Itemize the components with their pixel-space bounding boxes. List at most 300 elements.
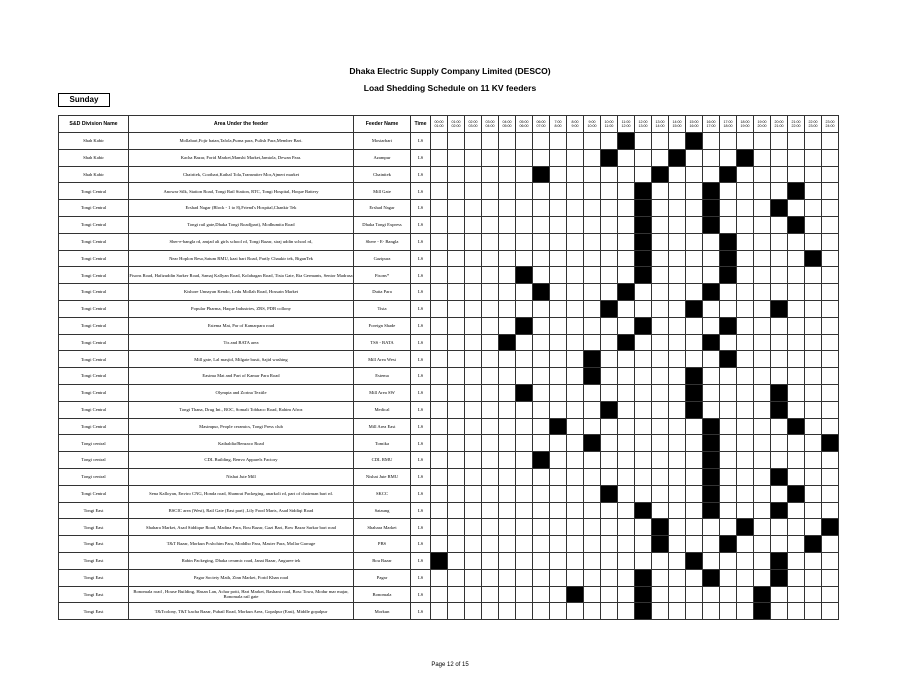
empty-slot [720,401,737,418]
empty-slot [805,552,822,569]
empty-slot [771,233,788,250]
empty-slot [516,284,533,301]
slot-start: 02:00 [468,119,478,124]
shed-slot [703,502,720,519]
empty-slot [652,401,669,418]
empty-slot [516,536,533,553]
shed-slot [635,586,652,603]
empty-slot [567,250,584,267]
shed-slot [771,552,788,569]
empty-slot [584,502,601,519]
empty-slot [584,603,601,620]
empty-slot [516,300,533,317]
empty-slot [499,351,516,368]
empty-slot [618,233,635,250]
empty-slot [669,502,686,519]
empty-slot [431,519,448,536]
slot-end: 8:00 [554,124,562,128]
empty-slot [618,300,635,317]
empty-slot [448,485,465,502]
empty-slot [550,368,567,385]
empty-slot [567,536,584,553]
shed-slot [771,401,788,418]
slot-end: 24:00 [825,124,835,128]
division-cell: Tongi Central [59,267,129,284]
table-row [59,452,839,469]
empty-slot [499,384,516,401]
empty-slot [550,133,567,150]
empty-slot [652,334,669,351]
division-cell: Tongi East [59,502,129,519]
empty-slot [533,418,550,435]
feeder-cell: Tomika [354,435,411,452]
empty-slot [788,368,805,385]
shed-slot [618,284,635,301]
empty-slot [431,384,448,401]
time-cell: LS [411,317,431,334]
slot-end: 13:00 [638,124,648,128]
empty-slot [516,485,533,502]
empty-slot [482,384,499,401]
empty-slot [822,149,839,166]
empty-slot [652,368,669,385]
table-row [59,586,839,603]
slot-end: 21:00 [774,124,784,128]
empty-slot [754,300,771,317]
empty-slot [754,166,771,183]
division-cell: Shah Kabir [59,133,129,150]
empty-slot [737,351,754,368]
empty-slot [431,133,448,150]
empty-slot [516,468,533,485]
shed-slot [601,149,618,166]
empty-slot [618,267,635,284]
table-row [59,468,839,485]
area-cell: Kishore Unnayan Kendo, Ledu Mollah Road, Hossain Market [129,284,354,301]
time-slot-header [550,116,567,133]
shed-slot [584,368,601,385]
time-slot-header [703,116,720,133]
empty-slot [652,351,669,368]
empty-slot [737,384,754,401]
shed-slot [788,183,805,200]
empty-slot [533,368,550,385]
time-slot-header [686,116,703,133]
empty-slot [567,351,584,368]
empty-slot [465,200,482,217]
empty-slot [737,569,754,586]
feeder-cell: Ershad Nagar [354,200,411,217]
empty-slot [550,200,567,217]
table-row [59,536,839,553]
slot-end: 19:00 [740,124,750,128]
time-cell: LS [411,216,431,233]
empty-slot [482,166,499,183]
slot-start: 11:00 [621,119,631,124]
area-cell: Sena Kalloyan, Enviro CNG, Honda road, Shamrat Packeging, anarkoli rd, part of chairman bari rd. [129,485,354,502]
feeder-cell: Foreign Shade [354,317,411,334]
empty-slot [482,603,499,620]
empty-slot [448,586,465,603]
time-cell: LS [411,384,431,401]
shed-slot [720,166,737,183]
slot-start: 8:00 [571,119,579,124]
empty-slot [584,233,601,250]
empty-slot [499,233,516,250]
empty-slot [788,586,805,603]
empty-slot [448,384,465,401]
empty-slot [482,401,499,418]
shed-slot [635,317,652,334]
empty-slot [482,435,499,452]
empty-slot [686,183,703,200]
empty-slot [771,435,788,452]
empty-slot [737,250,754,267]
empty-slot [533,149,550,166]
empty-slot [516,334,533,351]
empty-slot [686,267,703,284]
empty-slot [499,468,516,485]
empty-slot [584,384,601,401]
table-row [59,485,839,502]
empty-slot [652,200,669,217]
empty-slot [720,485,737,502]
empty-slot [652,418,669,435]
empty-slot [805,149,822,166]
empty-slot [516,603,533,620]
empty-slot [720,183,737,200]
area-cell: Kacha Bazar, Forid Market,Manshi Market,Jamtola, Dewan Para. [129,149,354,166]
table-row [59,216,839,233]
empty-slot [720,502,737,519]
empty-slot [448,183,465,200]
empty-slot [516,250,533,267]
empty-slot [499,569,516,586]
shed-slot [533,284,550,301]
feeder-cell: Bou Bazar [354,552,411,569]
empty-slot [805,200,822,217]
empty-slot [448,435,465,452]
time-cell: LS [411,603,431,620]
empty-slot [788,200,805,217]
empty-slot [465,351,482,368]
empty-slot [805,519,822,536]
division-cell: Tongi Central [59,418,129,435]
empty-slot [465,317,482,334]
division-cell: Tongi East [59,586,129,603]
table-row [59,351,839,368]
empty-slot [703,401,720,418]
empty-slot [567,569,584,586]
empty-slot [482,334,499,351]
empty-slot [448,149,465,166]
empty-slot [669,485,686,502]
empty-slot [516,166,533,183]
time-cell: LS [411,519,431,536]
empty-slot [805,384,822,401]
empty-slot [771,317,788,334]
empty-slot [822,250,839,267]
shed-slot [805,536,822,553]
empty-slot [448,603,465,620]
empty-slot [618,452,635,469]
page-number: Page 12 of 15 [431,662,469,668]
empty-slot [754,368,771,385]
slot-start: 21:00 [791,119,801,124]
empty-slot [703,368,720,385]
empty-slot [737,183,754,200]
empty-slot [448,569,465,586]
slot-end: 9:00 [571,124,579,128]
empty-slot [805,468,822,485]
empty-slot [669,586,686,603]
empty-slot [482,368,499,385]
shed-slot [533,166,550,183]
empty-slot [771,166,788,183]
empty-slot [822,552,839,569]
time-cell: LS [411,200,431,217]
empty-slot [652,317,669,334]
empty-slot [771,334,788,351]
empty-slot [720,133,737,150]
slot-end: 05:00 [502,124,512,128]
empty-slot [822,569,839,586]
empty-slot [533,536,550,553]
schedule-title: Load Shedding Schedule on 11 KV feeders [363,83,537,93]
empty-slot [601,166,618,183]
empty-slot [737,368,754,385]
empty-slot [720,300,737,317]
empty-slot [516,502,533,519]
area-cell: Nishat Jute Mill [129,468,354,485]
empty-slot [669,552,686,569]
empty-slot [516,569,533,586]
empty-slot [465,452,482,469]
empty-slot [822,183,839,200]
shed-slot [703,216,720,233]
empty-slot [822,216,839,233]
empty-slot [737,216,754,233]
empty-slot [567,468,584,485]
empty-slot [737,502,754,519]
empty-slot [499,418,516,435]
empty-slot [567,300,584,317]
shed-slot [635,267,652,284]
empty-slot [431,267,448,284]
empty-slot [601,334,618,351]
slot-end: 07:00 [536,124,546,128]
division-cell: Shah Kabir [59,166,129,183]
empty-slot [737,133,754,150]
empty-slot [601,317,618,334]
empty-slot [618,418,635,435]
feeder-cell: Fisons* [354,267,411,284]
empty-slot [584,317,601,334]
empty-slot [431,485,448,502]
shed-slot [720,233,737,250]
empty-slot [550,502,567,519]
empty-slot [686,536,703,553]
empty-slot [550,300,567,317]
slot-end: 10:00 [587,124,597,128]
empty-slot [652,300,669,317]
empty-slot [669,183,686,200]
empty-slot [788,267,805,284]
empty-slot [720,418,737,435]
shed-slot [686,133,703,150]
time-cell: LS [411,552,431,569]
empty-slot [822,536,839,553]
empty-slot [482,452,499,469]
time-cell: LS [411,300,431,317]
empty-slot [754,569,771,586]
empty-slot [584,166,601,183]
time-slot-header [533,116,550,133]
empty-slot [601,183,618,200]
shed-slot [703,183,720,200]
empty-slot [686,502,703,519]
empty-slot [703,317,720,334]
time-cell: LS [411,502,431,519]
schedule-body [59,133,839,620]
slot-start: 12:00 [638,119,648,124]
empty-slot [431,435,448,452]
empty-slot [601,200,618,217]
empty-slot [516,418,533,435]
shed-slot [720,317,737,334]
division-cell: Tongi Central [59,317,129,334]
empty-slot [669,317,686,334]
shed-slot [652,519,669,536]
empty-slot [754,200,771,217]
empty-slot [482,250,499,267]
empty-slot [686,149,703,166]
empty-slot [499,435,516,452]
table-row [59,250,839,267]
empty-slot [601,603,618,620]
empty-slot [431,284,448,301]
empty-slot [822,233,839,250]
empty-slot [618,401,635,418]
empty-slot [482,216,499,233]
empty-slot [703,250,720,267]
empty-slot [465,502,482,519]
empty-slot [584,133,601,150]
empty-slot [669,536,686,553]
empty-slot [431,418,448,435]
slot-start: 06:00 [536,119,546,124]
time-slot-header [618,116,635,133]
shed-slot [703,485,720,502]
empty-slot [737,233,754,250]
empty-slot [550,569,567,586]
empty-slot [550,485,567,502]
slot-start: 19:00 [757,119,767,124]
empty-slot [635,133,652,150]
empty-slot [720,368,737,385]
empty-slot [788,384,805,401]
empty-slot [754,468,771,485]
shed-slot [686,552,703,569]
empty-slot [771,368,788,385]
empty-slot [805,133,822,150]
shed-slot [737,519,754,536]
feeder-cell: PBS [354,536,411,553]
empty-slot [448,351,465,368]
empty-slot [720,586,737,603]
empty-slot [431,334,448,351]
feeder-cell: Mostarbari [354,133,411,150]
empty-slot [822,334,839,351]
empty-slot [652,468,669,485]
empty-slot [567,133,584,150]
empty-slot [584,569,601,586]
empty-slot [703,586,720,603]
empty-slot [431,317,448,334]
empty-slot [822,468,839,485]
empty-slot [788,603,805,620]
empty-slot [686,166,703,183]
empty-slot [771,284,788,301]
empty-slot [516,133,533,150]
empty-slot [431,300,448,317]
empty-slot [618,603,635,620]
empty-slot [822,418,839,435]
table-row [59,435,839,452]
empty-slot [805,300,822,317]
division-cell: Tongi Central [59,384,129,401]
company-title: Dhaka Electric Supply Company Limited (DESCO) [349,66,551,76]
empty-slot [805,418,822,435]
empty-slot [686,418,703,435]
shed-slot [686,300,703,317]
empty-slot [482,200,499,217]
empty-slot [822,502,839,519]
shed-slot [584,435,601,452]
shed-slot [822,519,839,536]
empty-slot [822,267,839,284]
empty-slot [805,216,822,233]
feeder-cell: Mill Area SW [354,384,411,401]
empty-slot [737,468,754,485]
empty-slot [720,519,737,536]
feeder-cell: Sataung [354,502,411,519]
empty-slot [448,536,465,553]
feeder-cell: Nishat Jute RMU [354,468,411,485]
empty-slot [805,267,822,284]
empty-slot [635,368,652,385]
empty-slot [533,586,550,603]
empty-slot [805,166,822,183]
empty-slot [550,334,567,351]
division-cell: Tongi Central [59,300,129,317]
time-slot-header [499,116,516,133]
time-slot-header [601,116,618,133]
empty-slot [635,300,652,317]
table-row [59,149,839,166]
time-slot-header [805,116,822,133]
empty-slot [720,334,737,351]
empty-slot [737,334,754,351]
table-row [59,502,839,519]
empty-slot [431,536,448,553]
empty-slot [635,468,652,485]
empty-slot [516,216,533,233]
empty-slot [516,200,533,217]
empty-slot [822,351,839,368]
table-row [59,267,839,284]
empty-slot [737,435,754,452]
